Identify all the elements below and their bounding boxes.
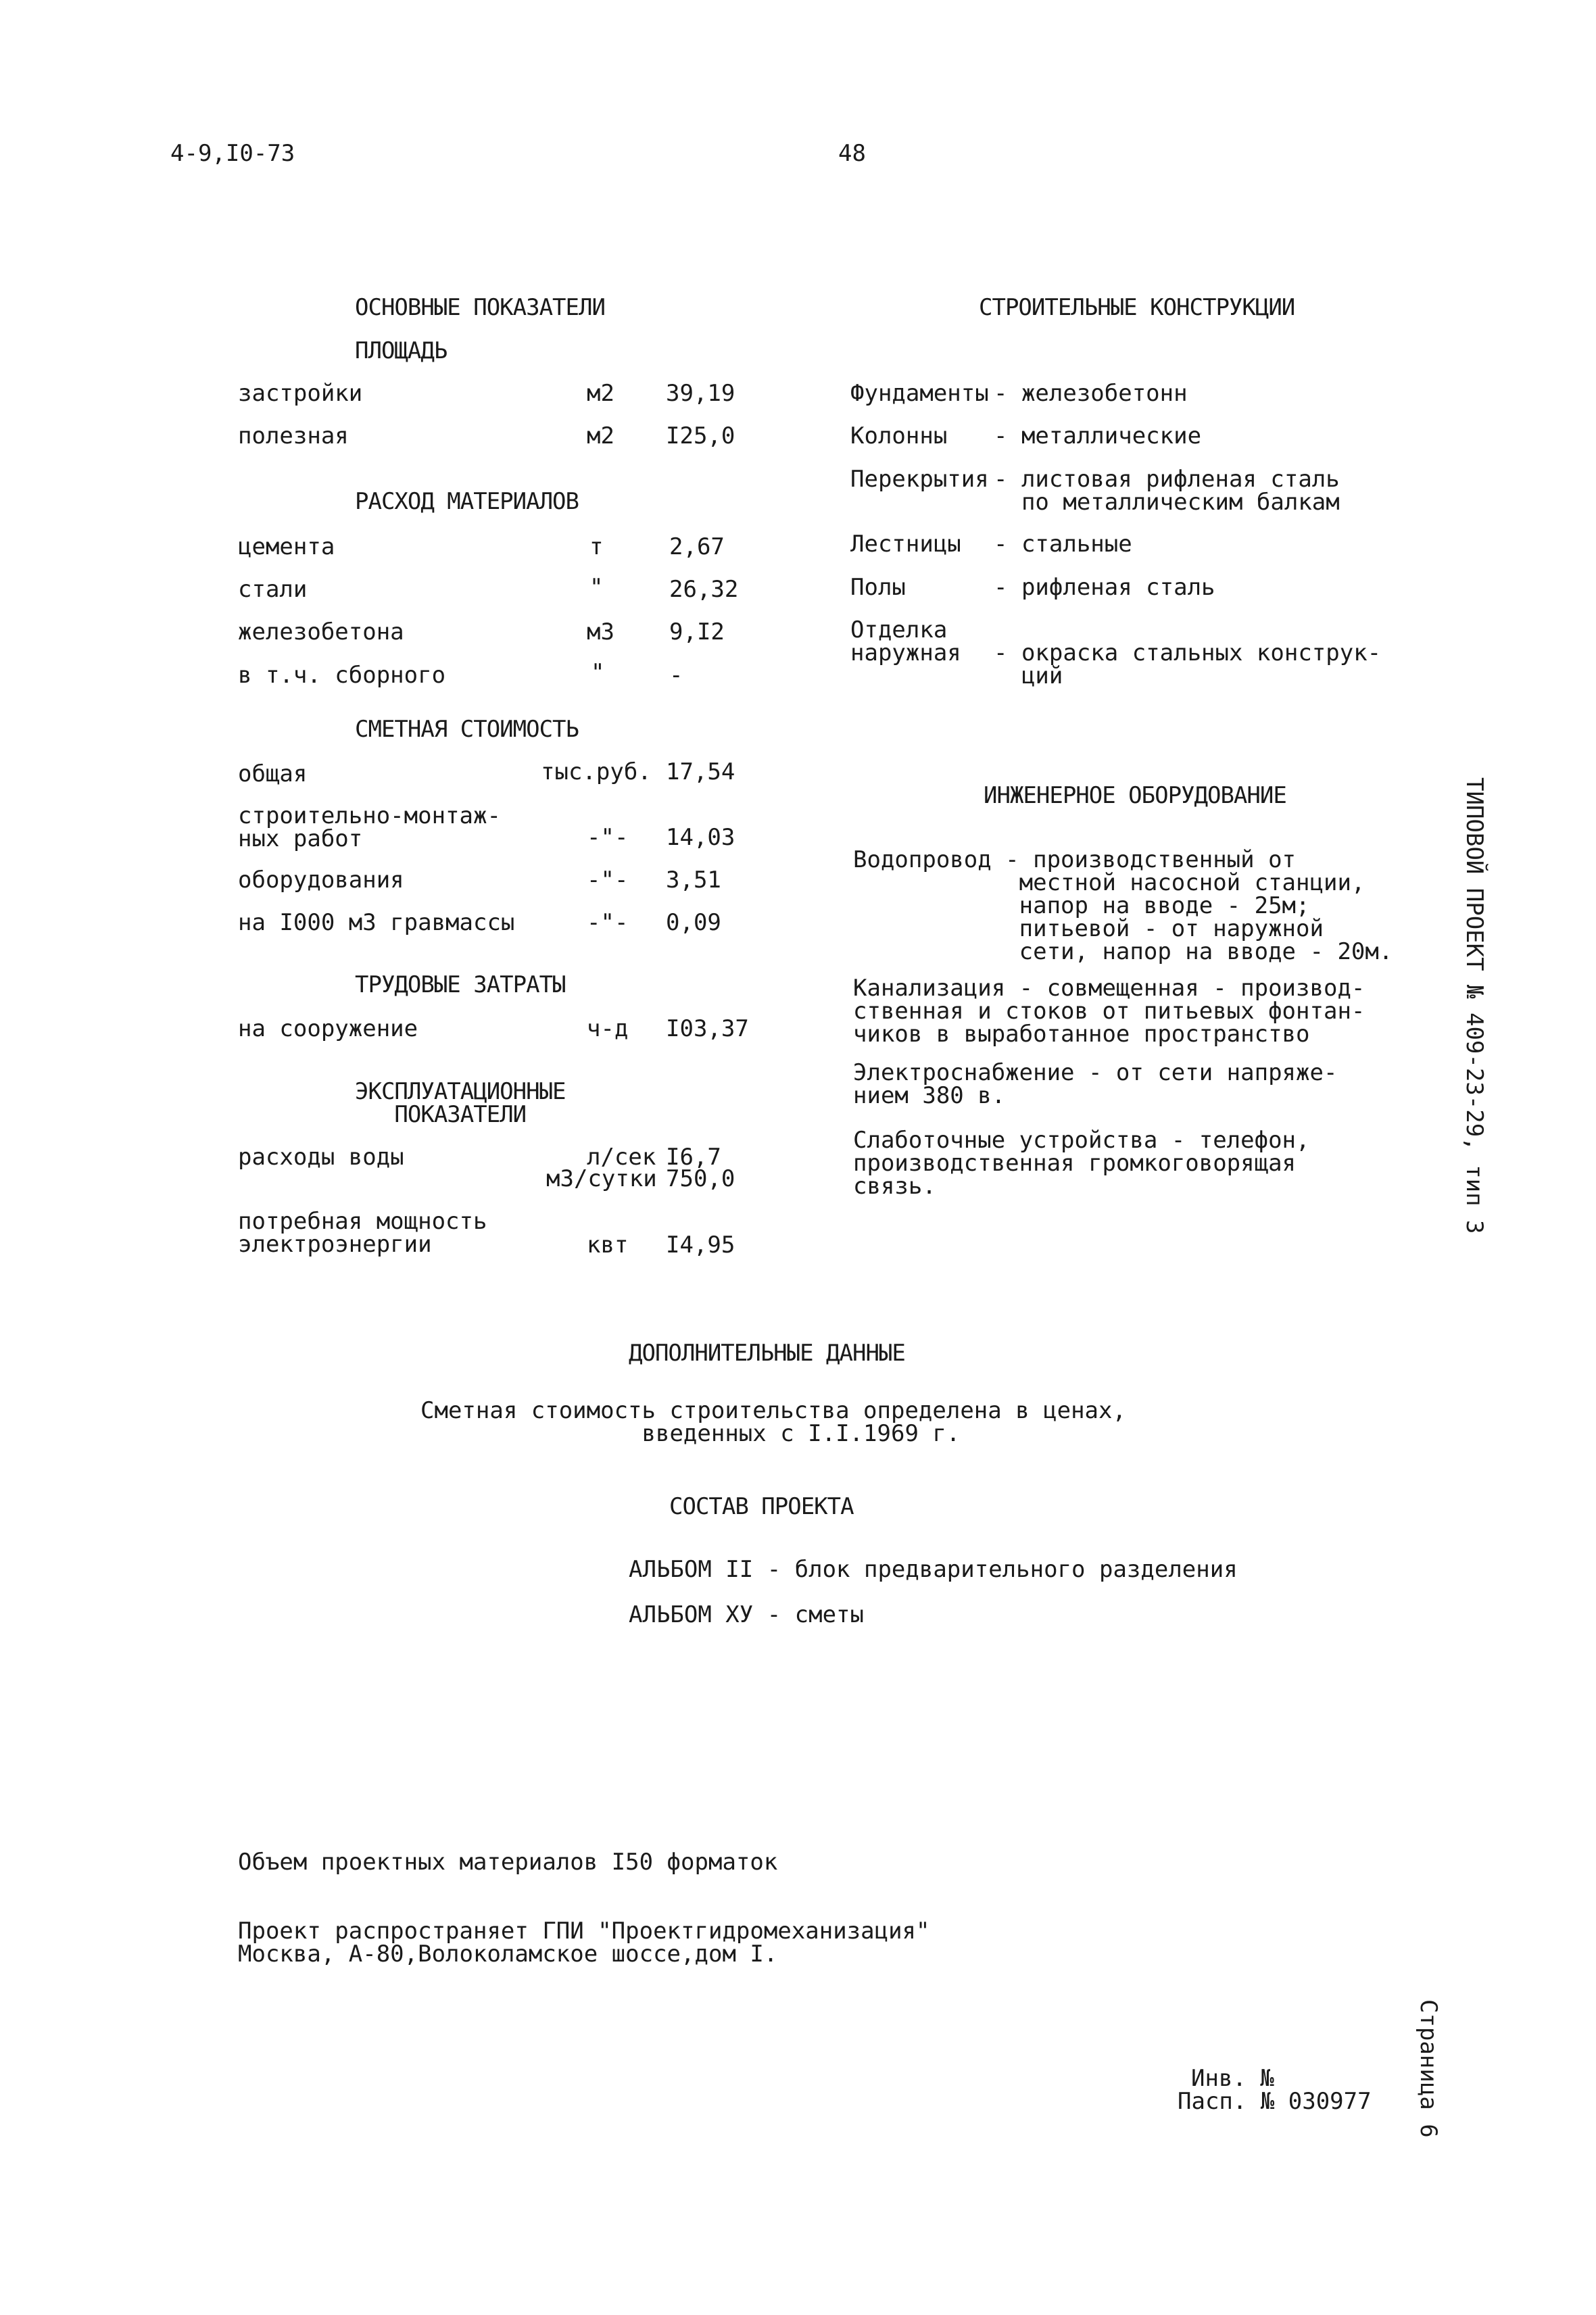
materials-volume: Объем проектных материалов I50 форматок <box>238 1849 778 1876</box>
materials-row-unit: " <box>591 659 605 686</box>
doc-code: 4-9,I0-73 <box>170 140 295 167</box>
low-current-text: Слаботочные устройства - телефон, производственная громкоговорящая связь. <box>853 1127 1310 1200</box>
distributor-info: Проект распространяет ГПИ "Проектгидромеханизация" Москва, А-80,Волоколамское шоссе,дом I. <box>238 1918 930 1968</box>
area-row-label: полезная <box>238 422 349 449</box>
materials-row-value: 26,32 <box>669 576 739 603</box>
power-supply-text: Электроснабжение - от сети напряже- нием 380 в. <box>853 1059 1338 1109</box>
cost-row-unit: -"- <box>587 909 629 936</box>
construction-label: Лестницы <box>850 531 961 558</box>
area-row-label: застройки <box>238 380 363 407</box>
construction-label: Перекрытия <box>850 466 989 493</box>
water-supply-text: Водопровод - производственный от местной насосной станции, напор на вводе - 25м; питьевой - от наружной сети, напор на вводе - 20м. <box>853 846 1393 965</box>
constructions-title: СТРОИТЕЛЬНЫЕ КОНСТРУКЦИИ <box>979 294 1295 321</box>
materials-row-label: цемента <box>238 533 335 560</box>
area-row-unit: м2 <box>587 422 614 449</box>
labor-title: ТРУДОВЫЕ ЗАТРАТЫ <box>355 971 566 998</box>
materials-row-label: стали <box>238 576 308 603</box>
power-demand-value: I4,95 <box>666 1232 735 1259</box>
construction-text: - окраска стальных конструк- ций <box>994 639 1382 689</box>
labor-row-value: I03,37 <box>666 1015 749 1042</box>
engineering-title: ИНЖЕНЕРНОЕ ОБОРУДОВАНИЕ <box>984 782 1286 809</box>
cost-row-label: оборудования <box>238 867 404 894</box>
construction-label: Отделка наружная <box>850 616 961 666</box>
materials-row-value: 9,I2 <box>669 618 725 645</box>
page-number: 48 <box>838 140 866 167</box>
cost-title: СМЕТНАЯ СТОИМОСТЬ <box>355 716 579 743</box>
materials-row-unit: т <box>589 533 604 560</box>
composition-item: АЛЬБОМ II - блок предварительного разделения <box>629 1556 1238 1583</box>
cost-row-label: общая <box>238 760 308 787</box>
materials-row-label: железобетона <box>238 618 404 645</box>
water-unit-ls: л/сек <box>587 1144 656 1171</box>
sewerage-text: Канализация - совмещенная - производ- ственная и стоков от питьевых фонтан- чиков в выработанное пространство <box>853 975 1365 1048</box>
construction-label: Колонны <box>850 422 948 449</box>
inventory-number: Инв. № <box>1191 2065 1274 2092</box>
cost-row-unit: тыс.руб. <box>541 758 652 785</box>
area-title: ПЛОЩАДЬ <box>355 337 448 364</box>
labor-row-unit: ч-д <box>587 1015 629 1042</box>
side-stamp: ТИПОВОЙ ПРОЕКТ № 409-23-29, тип 3 <box>1461 777 1488 1234</box>
water-unit-day: м3/сутки <box>546 1165 657 1192</box>
construction-text: - стальные <box>994 531 1132 558</box>
cost-row-value: 3,51 <box>666 867 721 894</box>
labor-row-label: на сооружение <box>238 1015 418 1042</box>
materials-row-label: в т.ч. сборного <box>238 662 446 689</box>
cost-row-label: строительно-монтаж- ных работ <box>238 802 501 852</box>
construction-label: Полы <box>850 574 906 601</box>
cost-row-unit: -"- <box>587 867 629 894</box>
area-row-unit: м2 <box>587 380 614 407</box>
additional-title: ДОПОЛНИТЕЛЬНЫЕ ДАННЫЕ <box>629 1340 905 1367</box>
power-demand-unit: квт <box>587 1232 629 1259</box>
cost-row-value: 14,03 <box>666 824 735 851</box>
cost-row-unit: -"- <box>587 824 629 851</box>
passport-number: Пасп. № 030977 <box>1178 2088 1372 2115</box>
materials-row-unit: " <box>589 574 604 601</box>
construction-label: Фундаменты <box>850 380 989 407</box>
composition-item: АЛЬБОМ XУ - сметы <box>629 1601 864 1628</box>
water-consumption-label: расходы воды <box>238 1144 404 1171</box>
cost-row-value: 17,54 <box>666 758 735 785</box>
materials-row-value: - <box>669 662 683 689</box>
water-value-day: 750,0 <box>666 1165 735 1192</box>
materials-title: РАСХОД МАТЕРИАЛОВ <box>355 488 579 515</box>
area-row-value: 39,19 <box>666 380 735 407</box>
construction-text: - листовая рифленая сталь по металлическим балкам <box>994 466 1340 516</box>
materials-row-value: 2,67 <box>669 533 725 560</box>
main-indicators-title: ОСНОВНЫЕ ПОКАЗАТЕЛИ <box>355 294 605 321</box>
composition-title: СОСТАВ ПРОЕКТА <box>669 1493 854 1520</box>
area-row-value: I25,0 <box>666 422 735 449</box>
construction-text: - железобетонн <box>994 380 1188 407</box>
water-value-ls: I6,7 <box>666 1144 721 1171</box>
additional-text: Сметная стоимость строительства определена в ценах, введенных с I.I.1969 г. <box>420 1397 1126 1447</box>
construction-text: - металлические <box>994 422 1202 449</box>
power-demand-label: потребная мощность электроэнергии <box>238 1208 487 1258</box>
construction-text: - рифленая сталь <box>994 574 1215 601</box>
page-label: Страница 6 <box>1415 1999 1442 2138</box>
operation-title: ЭКСПЛУАТАЦИОННЫЕ ПОКАЗАТЕЛИ <box>355 1078 566 1128</box>
cost-row-value: 0,09 <box>666 909 721 936</box>
cost-row-label: на I000 м3 гравмассы <box>238 909 515 936</box>
materials-row-unit: м3 <box>587 618 614 645</box>
